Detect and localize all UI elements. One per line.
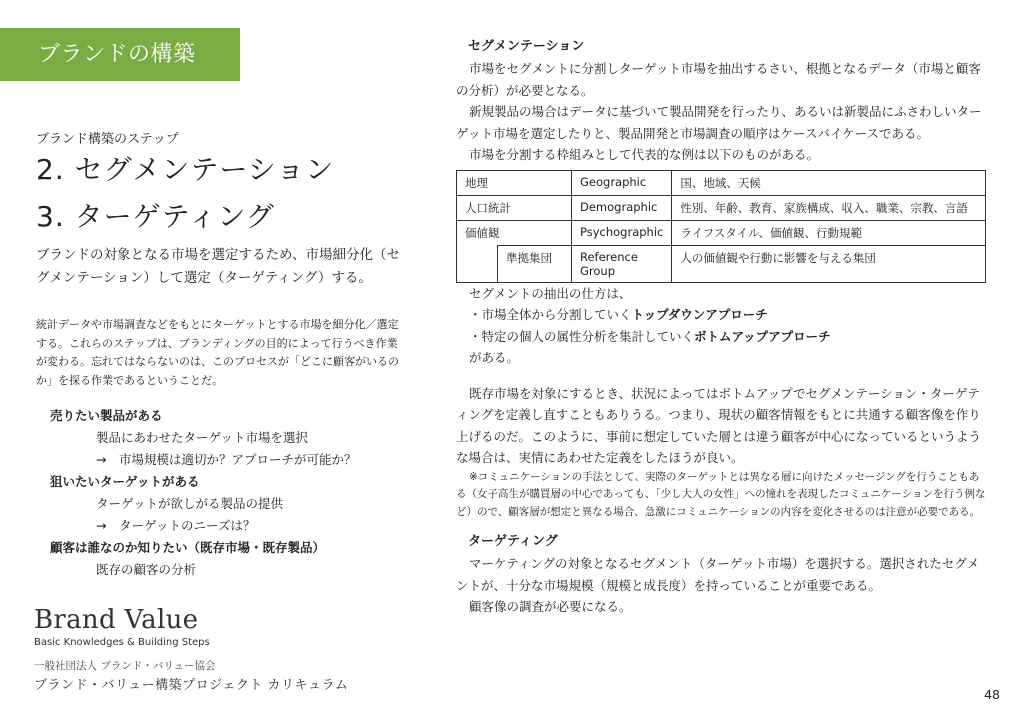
title-targeting: 3. ターゲティング [36, 200, 275, 233]
table-row [457, 245, 986, 282]
paragraph: 顧客像の調査が必要になる。 [469, 599, 632, 614]
table-cell: ライフスタイル、価値観、行動規範 [672, 220, 986, 245]
method-intro: セグメントの抽出の仕方は、 [469, 285, 632, 301]
paragraph: 市場を分割する枠組みとして代表的な例は以下のものがある。 [469, 147, 820, 162]
note-paragraph: ※コミュニケーションの手法として、実際のターゲットとは異なる層に向けたメッセージングを行うこともある（女子高生が購買層の中心であっても、「少し大人の女性」への憧れを表現したコミュニケーションを行う例など）ので、顧客層が想定と異なる場合、急激にコミュニケーションの内容を変化させるのは注意が必要である。 [456, 470, 986, 518]
segmentation-table [456, 170, 986, 283]
table-cell: Reference Group [572, 245, 672, 282]
table-cell: 地理 [457, 170, 572, 195]
paragraph: 新規製品の場合はデータに基づいて製品開発を行ったり、あるいは新製品にふさわしいターゲット市場を選定したりと、製品開発と市場調査の順序はケースバイケースである。 [456, 104, 982, 141]
table-cell: 性別、年齢、教育、家族構成、収入、職業、宗教、言語 [672, 195, 986, 220]
curriculum-title: ブランド・バリュー構築プロジェクト カリキュラム [34, 678, 349, 693]
table-row [457, 220, 986, 245]
outline-line: ターゲットが欲しがる製品の提供 [96, 496, 284, 511]
outline-line: → ターゲットのニーズは？ [96, 518, 256, 533]
outline-line: 製品にあわせたターゲット市場を選択 [96, 430, 309, 445]
table-row [457, 195, 986, 220]
table-cell: 国、地域、天候 [672, 170, 986, 195]
outline-line: → 市場規模は適切か？アプローチが可能か？ [96, 452, 357, 467]
paragraph: 市場をセグメントに分割しターゲット市場を抽出するさい、根拠となるデータ（市場と顧客の分析）が必要となる。 [456, 61, 981, 98]
method-outro: がある。 [469, 350, 520, 365]
lead-paragraph: ブランドの対象となる市場を選定するため、市場細分化（セグメンテーション）して選定（ターゲティング）する。 [36, 247, 400, 286]
section-title-segmentation: セグメンテーション [468, 39, 585, 54]
table-row [457, 170, 986, 195]
right-column [456, 36, 986, 618]
outline-line: 既存の顧客の分析 [96, 562, 197, 577]
paragraph: マーケティングの対象となるセグメント（ターゲット市場）を選択する。選択されたセグメントが、十分な市場規模（規模と成長度）を持っていることが重要である。 [456, 556, 980, 593]
outline-heading: 顧客は誰なのか知りたい（既存市場・既存製品） [50, 540, 326, 555]
method-emphasis: トップダウンアプローチ [631, 307, 768, 322]
steps-subheading: ブランド構築のステップ [36, 132, 179, 147]
brand-logo-block [34, 605, 210, 648]
brand-name: Brand Value [34, 605, 199, 635]
method-prefix: ・特定の個人の属性分析を集計していく [469, 328, 695, 344]
section-title-targeting: ターゲティング [468, 534, 558, 549]
method-prefix: ・市場全体から分割していく [469, 307, 632, 322]
method-item-bottomup [456, 326, 986, 348]
section-header-band: ブランドの構築 [0, 28, 240, 81]
brand-tagline: Basic Knowledges & Building Steps [34, 637, 210, 648]
outline-heading: 狙いたいターゲットがある [50, 474, 200, 489]
table-cell: 人の価値観や行動に影響を与える集団 [672, 245, 986, 282]
paragraph: 既存市場を対象にするとき、状況によってはボトムアップでセグメンテーション・ターゲティングを定義し直すこともありうる。つまり、現状の顧客情報をもとに共通する顧客像を作り上げるのだ。このように、事前に想定していた層とは違う顧客が中心になっているというような場合は、実情にあわせた定義をしたほうが良い。 [456, 385, 982, 465]
organization-name: 一般社団法人 ブランド・バリュー協会 [34, 660, 216, 672]
table-cell: Demographic [572, 195, 672, 220]
table-cell: Geographic [572, 170, 672, 195]
table-cell-blank [457, 245, 498, 282]
page-number: 48 [984, 687, 1000, 702]
table-cell: Psychographic [572, 220, 672, 245]
method-item-topdown [456, 304, 986, 326]
table-cell: 人口統計 [457, 195, 572, 220]
outline-list [50, 405, 410, 581]
lead-detail-paragraph: 統計データや市場調査などをもとにターゲットとする市場を細分化／選定する。これらのステップは、ブランディングの目的によって行うべき作業が変わる。忘れてはならないのは、このプロセスが「どこに顧客がいるのか」を探る作業であるということだ。 [36, 318, 399, 387]
method-emphasis: ボトムアップアプローチ [694, 328, 831, 344]
table-cell: 準拠集団 [498, 245, 572, 282]
title-segmentation: 2. セグメンテーション [36, 153, 335, 186]
outline-heading: 売りたい製品がある [50, 408, 163, 423]
table-cell: 価値観 [457, 220, 572, 245]
